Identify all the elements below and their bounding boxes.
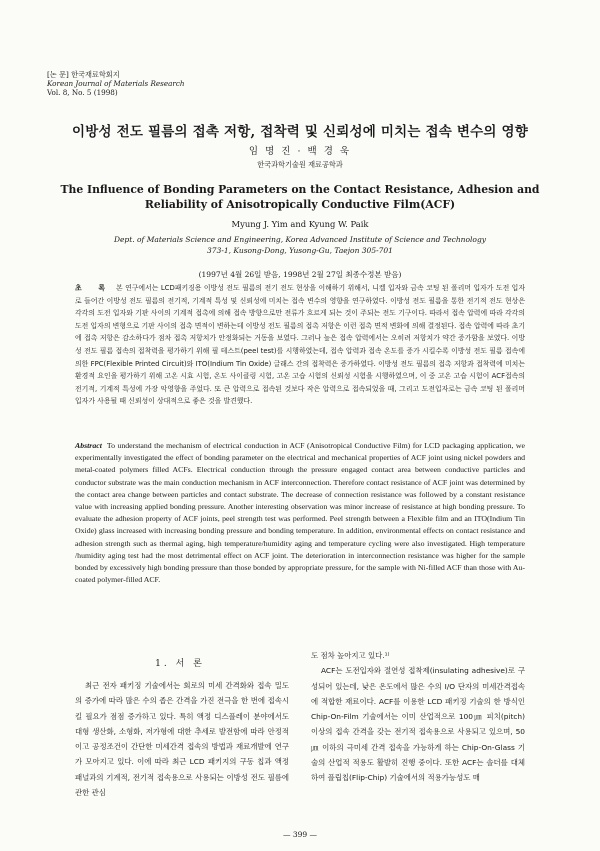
abstract-english-label: Abstract [75,441,102,450]
abstract-korean-label: 초 록 [75,284,112,292]
affiliation-address: 373-1, Kusong-Dong, Yusong-Gu, Taejon 305-701 [207,246,393,255]
abstract-korean-text: 본 연구에서는 LCD패키징용 이방성 전도 필름의 전기 전도 현상을 이해하기 위해서, 니켈 입자와 금속 코팅 된 폴리머 입자가 도전 입자로 들어간 이방성 전도 필름의 전기적, 기계적 특성 및 신뢰성에 미치는 접속 변수의 영향을 연구하였다. 이방성 전도 필름을 통한 전기적 전도 현상은 각각의 도전 입자와 기판 사이의 기계적 접촉에 의해 접속 방향으로만 전류가 흐르게 되는 것이 주되는 전도 기구이다. 따라서 접속 압력에 따라 각각의 도전 입자의 변형으로 기판 사이의 접촉 면적이 변하는데 이방성 전도 필름의 접촉 저항은 이런 접촉 면적 변화에 의해 결정된다. 접속 압력에 따라 초기에 접촉 저항은 감소하다가 점차 접촉 저항치가 안정화되는 거동을 보였다. 그러나 높은 접속 압력에서는 오히려 저항치가 약간 증가함을 보였다. 이방성 전도 필름 접속의 접착력을 평가하기 위해 필 테스트(peel test)를 시행하였는데, 접속 압력과 접속 온도를 증가 시킬수록 이방성 전도 필름 접속에 의한 FPC(Flexible Printed Circuit)와 ITO(Indium Tin Oxide) 글래스 간의 접착력은 증가하였다. 이방성 전도 필름의 접촉 저항과 접착력에 미치는 환경적 요인을 평가하기 위해 고온 시효 시험, 온도 사이클링 시험, 고온 고습 시험의 신뢰성 시험을 시행하였으며, 이 중 고온 고습 시험이 ACF접속의 전기적, 기계적 특성에 가장 악영향을 주었다. 또 큰 압력으로 접속된 것보다 작은 압력으로 접속되었을 때, 그리고 도전입자로는 금속 코팅 된 폴리머 입자가 사용될 때 신뢰성이 상대적으로 좋은 것을 발견했다. [75,284,525,406]
journal-volume: Vol. 8, No. 5 (1998) [47,88,118,97]
body-right-paragraph-1: 도 점차 높아지고 있다.¹⁾ [311,651,390,660]
authors-english: Myung J. Yim and Kyung W. Paik [231,219,369,229]
paper-title-korean: 이방성 전도 필름의 접촉 저항, 접착력 및 신뢰성에 미치는 접속 변수의 영향 [71,124,529,140]
body-right-paragraph-2: ACF는 도전입자와 절연성 접착제(insulating adhesive)로 구성되어 있는데, 낮은 온도에서 많은 수의 I/O 단자의 미세간격접속에 적합한 재료이다. ACF를 이용한 LCD 패키징 기술의 한 방식인 Chip-On-Film 기술에서는 이미 산업적으로 100㎛ 피치(pitch) 이상의 접속 간격을 갖는 전기적 접속용으로 사용되고 있으며, 50㎛ 이하의 극미세 간격 접속을 가능하게 하는 Chip-On-Glass 기술의 산업적 적용도 활발히 진행 중이다. 또한 ACF는 솔더를 대체하여 플립칩(Flip-Chip) 기술에서의 적용가능성도 매 [311,666,525,783]
affiliation-department: Dept. of Materials Science and Engineering, Korea Advanced Institute of Science and Technology [113,235,486,244]
affiliation-korean: 한국과학기술원 재료공학과 [257,160,343,169]
body-column-right [311,648,525,786]
paper-title-english: The Influence of Bonding Parameters on the Contact Resistance, Adhesion and Reliability of Anisotropically Conductive Film(ACF) [60,183,540,211]
affiliation-english [0,234,600,256]
abstract-english [75,440,525,586]
abstract-korean [75,282,525,408]
received-dates: (1997년 4월 26일 받음, 1998년 2월 27일 최종수정본 받음) [198,270,402,279]
journal-header [47,70,185,97]
abstract-english-text: To understand the mechanism of electrical conduction in ACF (Anisotropical Conductive Film) for LCD packaging application, we experimentally investigated the effect of bonding parameter on the electrical and mechanical properties of ACF joint using nickel powders and metal-coated polymers filled ACFs. Electrical conduction through the pressure engaged contact area between conductive particles and conductor substrate was the main conduction mechanism in ACF interconnection. Therefore contact resistance of ACF joint was determined by the contact area change between particles and contact substrate. The decrease of connection resistance was followed by a constant resistance value with increasing applied bonding pressure. Another interesting observation was minor increase of resistance at high bonding pressure. To evaluate the adhesion property of ACF joints, peel strength test was performed. Peel strength between a Flexible film and an ITO(Indium Tin Oxide) glass increased with increasing bonding pressure and bonding temperature. In addition, environmental effects on contact resistance and adhesion strength such as thermal aging, high temperature/humidity aging and temperature cycling were also investigated. High temperature /humidity aging test had the most detrimental effect on ACF joint. The deterioration in interconnection resistance was higher for the sample bonded by excessively high bonding pressure than those bonded by appropriate pressure, for the sample with Ni-filled ACF than those with Au-coated polymer-filled ACF. [75,441,525,585]
body-column-left: 최근 전자 패키징 기술에서는 회로의 미세 간격화와 접속 밀도의 증가에 따라 많은 수의 좁은 간격을 가진 전극을 한 번에 접속시킬 필요가 점점 증가하고 있다. 특히 액정 디스플레이 분야에서도 대형 생산화, 소형화, 저가형에 대한 추세로 발전함에 따라 안정적이고 공정조건이 간단한 미세간격 접속의 방법과 재료개발에 연구가 모아지고 있다. 이에 따라 최근 LCD 패키지의 구동 칩과 액정 패널과의 기계적, 전기적 접속용으로 사용되는 이방성 전도 필름에 관한 관심 [75,681,289,798]
section-heading-introduction: 1. 서 론 [155,659,205,669]
journal-name-ko: [논 문] 한국재료학회지 [47,70,120,79]
page-number: — 399 — [282,830,318,839]
journal-name-en: Korean Journal of Materials Research [47,79,185,88]
authors-korean: 임 명 진 · 백 경 욱 [248,146,352,157]
